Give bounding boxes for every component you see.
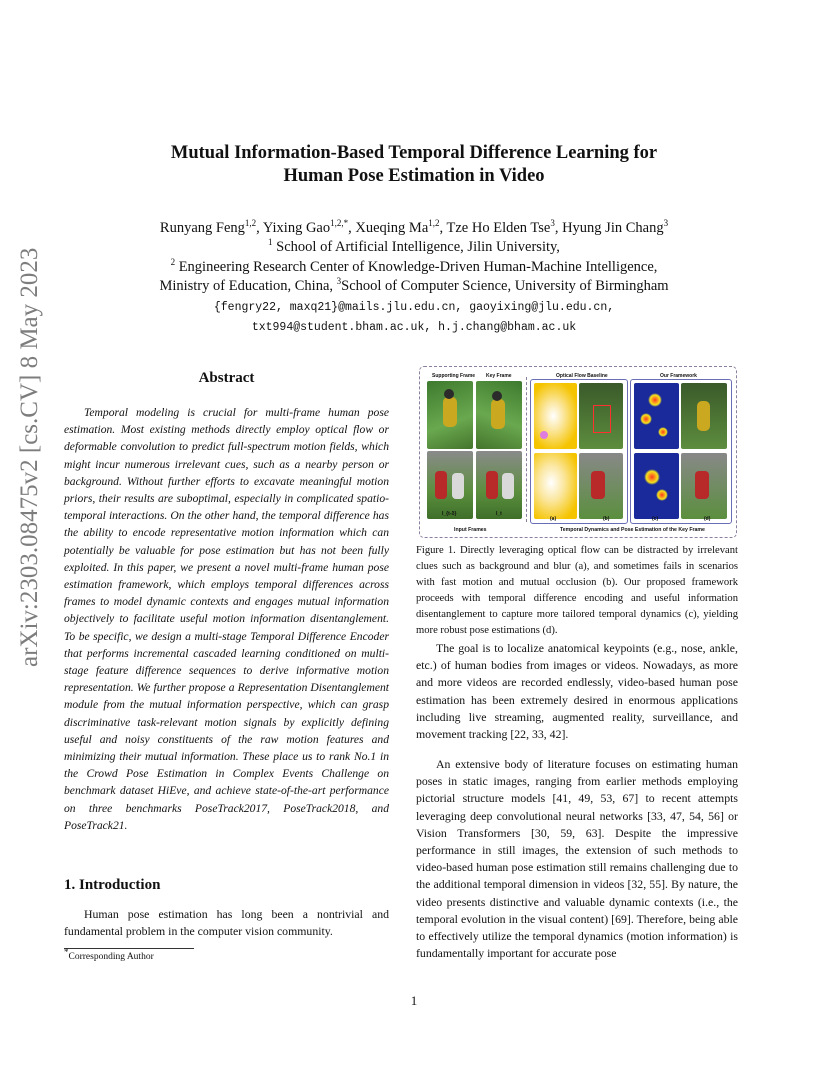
footnote-text: Corresponding Author	[68, 952, 154, 963]
author-name: Xueqing Ma	[355, 220, 429, 236]
affiliation-mark: 2	[170, 257, 176, 268]
section-heading: 1. Introduction	[64, 877, 161, 893]
our-framework-panel	[630, 379, 732, 524]
figure-group-label: Input Frames	[454, 527, 487, 533]
page-number: 1	[410, 993, 418, 1008]
supporting-frame-image	[427, 451, 473, 519]
affiliation-mark: 3	[336, 276, 342, 287]
figure-caption: Figure 1. Directly leveraging optical flow can be distracted by irrelevant clues such as background and blur (a), and sometimes fails in scenarios with fast motion and mutual occlusion (b). Our proposed framework proceeds with temporal difference encoding and useful information disentanglement to capture more tailored temporal dynamics (c), yielding more robust pose estimations (d).	[416, 545, 738, 636]
figure-group-label: Temporal Dynamics and Pose Estimation of the Key Frame	[560, 527, 705, 533]
affiliation-text: Ministry of Education, China,	[159, 278, 334, 294]
figure-divider	[526, 377, 527, 522]
row-label: (c)	[652, 516, 659, 522]
pose-estimate-image	[681, 453, 727, 519]
pose-estimate-image	[579, 383, 623, 449]
temporal-difference-heatmap	[634, 453, 679, 519]
affiliation-text: Engineering Research Center of Knowledge-Driven Human-Machine Intelligence,	[178, 259, 658, 275]
abstract-text: Temporal modeling is crucial for multi-frame human pose estimation. Most existing methods directly employ optical flow or deformable convolution to predict full-spectrum motion fields, which might incur numerous irrelevant cues, such as a nearby person or background. Without further efforts to excavate meaningful motion priors, their results are suboptimal, especially in complicated spatio-temporal interactions. On the other hand, the temporal difference has the ability to encode representative motion information which can potentially be valuable for pose estimation but has not been fully exploited. In this paper, we present a novel multi-frame human pose estimation framework, which employs temporal differences across frames to model dynamic contexts and engages mutual information objectively to facilitate useful motion information disentanglement. To be specific, we design a multi-stage Temporal Difference Encoder that performs incremental cascaded learning conditioned on multi-stage feature difference sequences to derive informative motion representation. We further propose a Representation Disentanglement module from the mutual information perspective, which can grasp discriminative task-relevant motion signals by explicitly defining useful and noisy constituents of the raw motion features and minimizing their mutual information. These place us to rank No.1 in the Crowd Pose Estimation in Complex Events Challenge on benchmark dataset HiEve, and achieve state-of-the-art performance on three benchmarks PoseTrack2017, PoseTrack2018, and PoseTrack21.	[64, 406, 389, 832]
affiliation-mark: 1	[268, 237, 273, 248]
author-affiliation: 1,2,*	[330, 218, 349, 229]
title-line-2: Human Pose Estimation in Video	[283, 166, 545, 186]
figure-column-label: Our Framework	[660, 373, 697, 379]
optical-flow-map	[534, 383, 577, 449]
key-frame-image	[476, 381, 522, 449]
intro-paragraph: An extensive body of literature focuses on estimating human poses in static images, ranging from earlier methods employing pictorial structure models [41, 49, 53, 67] to recent attempts leveraging deep convolutional neural networks [33, 47, 54, 56] or Vision Transformers [30, 59, 63]. Despite the impressive performance in still images, the extension of such methods to video-based human pose estimation still remains challenging due to the additional temporal dimension in videos [32, 55]. By nature, the video presents distinctive and valuable dynamic contexts (i.e., the temporal evolution in the visual content) [69]. Therefore, being able to effectively utilize the temporal dynamics (motion information) is fundamentally important for accurate pose	[416, 757, 738, 961]
pose-estimate-image	[681, 383, 727, 449]
author-affiliation: 1,2	[244, 218, 257, 229]
figure-column-label: Optical Flow Baseline	[556, 373, 608, 379]
frame-label: I_{t-δ}	[442, 511, 457, 517]
affiliation-1	[0, 238, 828, 257]
email-line-2[interactable]: txt994@student.bham.ac.uk, h.j.chang@bham.ac.uk	[251, 321, 577, 334]
affiliation-text: School of Artificial Intelligence, Jilin University,	[276, 239, 560, 255]
affiliation-3	[0, 277, 828, 296]
author-affiliation: 3	[550, 218, 555, 229]
key-frame-image	[476, 451, 522, 519]
affiliation-2	[0, 258, 828, 277]
abstract-heading: Abstract	[198, 370, 255, 386]
frame-label: I_t	[496, 511, 502, 517]
optical-flow-panel	[530, 379, 628, 524]
author-name: Runyang Feng	[159, 220, 245, 236]
affiliation-text: School of Computer Science, University of Birmingham	[341, 278, 669, 294]
author-list: Runyang Feng$^{1,2}$, Yixing Gao$^{1,2,*}$, Xueqing Ma$^{1,2}$, Tze Ho Elden Tse$^3$, Hyung Jin Chang$^3$	[159, 218, 669, 236]
figure-1	[419, 366, 737, 538]
optical-flow-map	[534, 453, 577, 519]
footnote-mark: *	[64, 947, 69, 957]
paper-title	[0, 142, 828, 188]
temporal-difference-heatmap	[634, 383, 679, 449]
figure-column-label: Key Frame	[486, 373, 512, 379]
row-label: (b)	[603, 516, 610, 522]
footnote-divider	[64, 948, 194, 949]
intro-text: Human pose estimation has long been a nontrivial and fundamental problem in the computer vision community.	[64, 907, 389, 939]
pose-estimate-image	[579, 453, 623, 519]
author-name: Tze Ho Elden Tse	[446, 220, 551, 236]
supporting-frame-image	[427, 381, 473, 449]
intro-paragraph: The goal is to localize anatomical keypoints (e.g., nose, ankle, etc.) of human bodies from images or videos. Nowadays, as more and more videos are recorded endlessly, video-based human pose estimation has been extremely desired in enormous applications including live streaming, augmented reality, surveillance, and movement tracking [22, 33, 42].	[416, 641, 738, 742]
email-line-1[interactable]: {fengry22, maxq21}@mails.jlu.edu.cn, gaoyixing@jlu.edu.cn,	[213, 301, 615, 314]
row-label: (d)	[704, 516, 711, 522]
row-label: (a)	[550, 516, 557, 522]
figure-column-label: Supporting Frame	[432, 373, 476, 379]
author-name: Yixing Gao	[262, 220, 331, 236]
author-name: Hyung Jin Chang	[562, 220, 664, 236]
arxiv-identifier: arXiv:2303.08475v2 [cs.CV] 8 May 2023	[16, 247, 43, 667]
footnote	[64, 947, 154, 963]
author-affiliation: 1,2	[428, 218, 440, 229]
title-line-1: Mutual Information-Based Temporal Difference Learning for	[170, 143, 658, 163]
author-affiliation: 3	[663, 218, 669, 229]
